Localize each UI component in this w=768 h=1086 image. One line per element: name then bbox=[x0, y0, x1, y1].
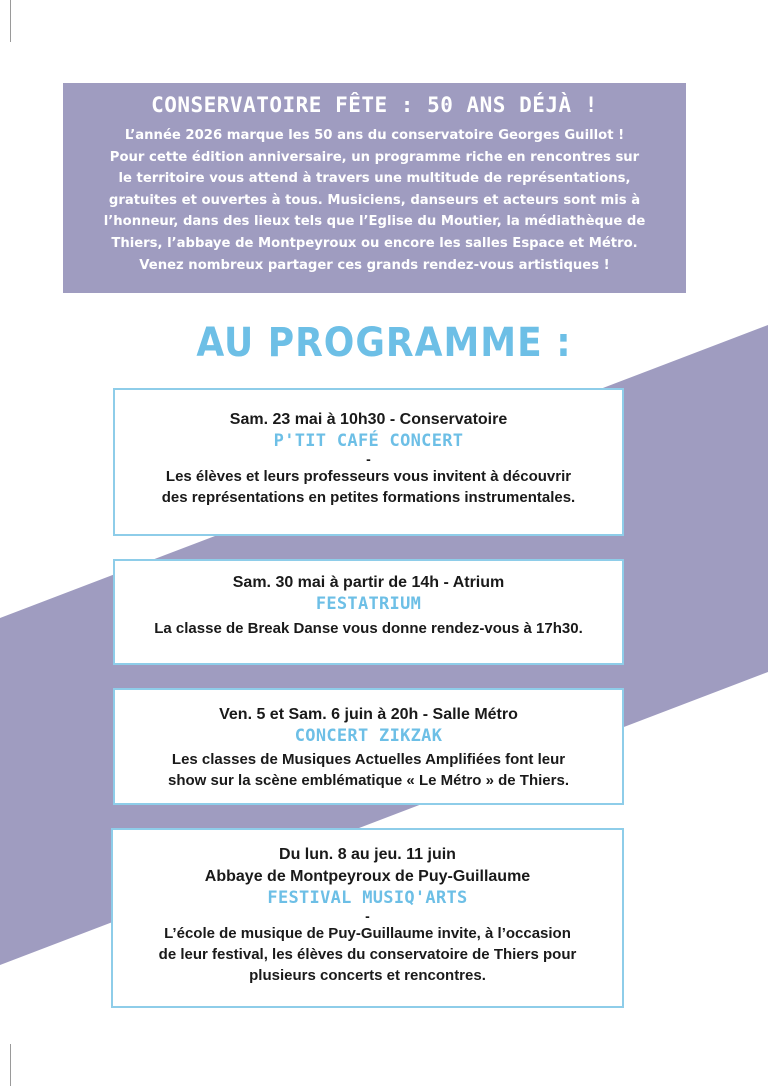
event-card-festatrium bbox=[113, 559, 624, 665]
event-card-cafe-concert bbox=[113, 388, 624, 536]
event-date-place: Sam. 30 mai à partir de 14h - Atrium bbox=[232, 574, 505, 591]
event-description-line: La classe de Break Danse vous donne rendez-vous à 17h30. bbox=[154, 620, 583, 637]
event-separator: - bbox=[365, 908, 370, 924]
crop-mark-top-left bbox=[10, 0, 11, 42]
event-date-place: Ven. 5 et Sam. 6 juin à 20h - Salle Métro bbox=[219, 706, 518, 723]
event-description-line: des représentations en petites formations instrumentales. bbox=[161, 489, 576, 506]
intro-line: le territoire vous attend à travers une multitude de représentations, bbox=[118, 171, 631, 187]
intro-text bbox=[73, 125, 676, 276]
event-card-concert-zikzak bbox=[113, 688, 624, 805]
event-card-festival-musiqarts bbox=[111, 828, 624, 1008]
event-description bbox=[115, 749, 622, 791]
intro-line: l’honneur, dans des lieux tels que l’Eglise du Moutier, la médiathèque de bbox=[103, 214, 646, 230]
event-description bbox=[115, 618, 622, 639]
intro-line: Venez nombreux partager ces grands rendez-vous artistiques ! bbox=[139, 257, 610, 273]
event-description-line: plusieurs concerts et rencontres. bbox=[249, 967, 486, 984]
event-name: FESTATRIUM bbox=[315, 594, 422, 614]
event-place: Abbaye de Montpeyroux de Puy-Guillaume bbox=[204, 868, 531, 885]
intro-line: gratuites et ouvertes à tous. Musiciens, danseurs et acteurs sont mis à bbox=[108, 192, 641, 208]
program-title: AU PROGRAMME : bbox=[196, 320, 572, 366]
event-date: Du lun. 8 au jeu. 11 juin bbox=[279, 846, 456, 863]
intro-line: L’année 2026 marque les 50 ans du conservatoire Georges Guillot ! bbox=[124, 128, 625, 143]
intro-line: Pour cette édition anniversaire, un programme riche en rencontres sur bbox=[109, 149, 640, 165]
event-name: P'TIT CAFÉ CONCERT bbox=[273, 431, 464, 451]
event-description bbox=[115, 466, 622, 508]
event-description-line: Les classes de Musiques Actuelles Amplifiées font leur bbox=[171, 751, 566, 768]
event-date-place: Sam. 23 mai à 10h30 - Conservatoire bbox=[229, 411, 508, 428]
event-description-line: de leur festival, les élèves du conservatoire de Thiers pour bbox=[158, 946, 577, 963]
event-description-line: L’école de musique de Puy-Guillaume invite, à l’occasion bbox=[164, 925, 571, 942]
crop-mark-bottom-left bbox=[10, 1044, 11, 1086]
event-description-line: Les élèves et leurs professeurs vous invitent à découvrir bbox=[165, 468, 572, 485]
event-description bbox=[113, 923, 622, 986]
intro-title: CONSERVATOIRE FÊTE : 50 ANS DÉJÀ ! bbox=[151, 93, 598, 117]
intro-line: Thiers, l’abbaye de Montpeyroux ou encore les salles Espace et Métro. bbox=[111, 235, 638, 251]
event-separator: - bbox=[366, 451, 371, 467]
intro-box bbox=[63, 83, 686, 293]
event-name: CONCERT ZIKZAK bbox=[294, 726, 443, 746]
event-description-line: show sur la scène emblématique « Le Métro » de Thiers. bbox=[168, 772, 569, 789]
event-name: FESTIVAL MUSIQ'ARTS bbox=[267, 888, 468, 908]
